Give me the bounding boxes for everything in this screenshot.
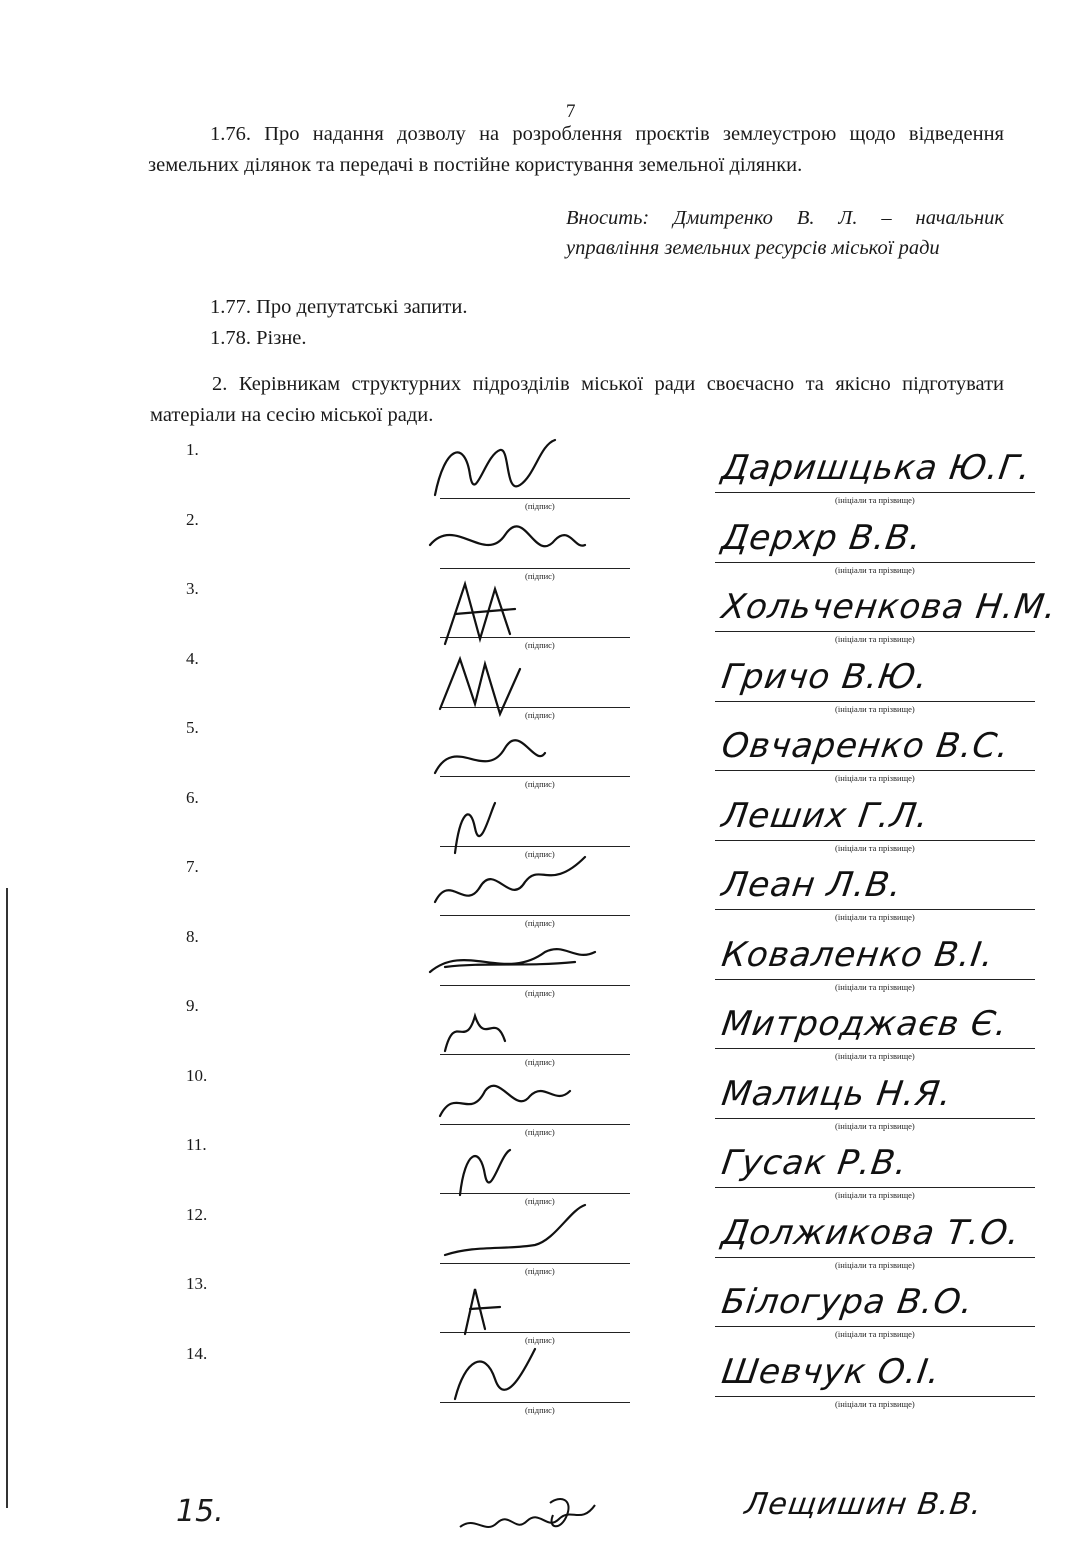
signatory-name: Лещишин В.В. (742, 1487, 985, 1522)
name-line (715, 701, 1035, 702)
signature-caption: (підпис) (525, 987, 555, 998)
signature-mark (425, 1269, 605, 1349)
presenter-note: Вносить: Дмитренко В. Л. – начальник управління земельних ресурсів міської ради (566, 207, 1004, 259)
decision-item-2: 2. Керівникам структурних підрозділів міської ради своєчасно та якісно підготувати матеріали на сесію міської ради. (150, 373, 1004, 426)
name-line (715, 562, 1035, 563)
name-line (715, 979, 1035, 980)
signature-number: 7. (186, 857, 199, 876)
name-caption: (ініціали та прізвище) (835, 703, 915, 714)
signature-number: 12. (186, 1204, 208, 1224)
signature-row (0, 649, 1080, 719)
name-line (715, 1396, 1035, 1397)
signature-mark (425, 991, 605, 1071)
signature-row (0, 927, 1080, 997)
name-caption: (ініціали та прізвище) (835, 1329, 915, 1339)
signature-row (0, 440, 1080, 510)
name-line (715, 631, 1035, 632)
name-line (715, 1048, 1035, 1049)
agenda-item-1-77: 1.77. Про депутатські запити. (210, 296, 468, 318)
signature-caption: (підпис) (525, 848, 555, 859)
signature-mark (425, 783, 605, 863)
name-caption: (ініціали та прізвище) (835, 912, 915, 922)
signatory-name: Должикова Т.О. (719, 1212, 1023, 1253)
name-caption: (ініціали та прізвище) (835, 1259, 915, 1270)
name-line (715, 909, 1035, 910)
name-line (715, 770, 1035, 771)
agenda-item-1-76: 1.76. Про надання дозволу на розроблення проєктів землеустрою щодо відведення земельних ділянок та передачі в постійне користування земельної ділянки. (148, 123, 1004, 176)
signature-row (0, 718, 1080, 788)
signature-mark (425, 852, 605, 932)
signature-row (0, 996, 1080, 1066)
signature-number: 11. (186, 1135, 207, 1154)
signature-mark (425, 922, 605, 1002)
signature-number: 4. (186, 648, 199, 668)
signature-row (0, 857, 1080, 927)
name-caption: (ініціали та прізвище) (835, 564, 915, 575)
signature-mark (455, 1485, 605, 1545)
signature-mark (425, 1061, 605, 1141)
signature-mark (425, 1130, 605, 1210)
signature-number: 5. (186, 718, 199, 737)
signature-caption: (підпис) (525, 640, 555, 650)
signature-number: 9. (186, 996, 199, 1015)
signature-row (0, 1135, 1080, 1205)
signatory-name: Гусак Р.В. (719, 1143, 911, 1183)
signatory-name: Леших Г.Л. (719, 795, 932, 836)
signature-number: 3. (186, 579, 199, 598)
signature-number: 15. (176, 1494, 224, 1529)
signature-caption: (підпис) (525, 1196, 555, 1206)
name-caption: (ініціали та прізвище) (835, 1398, 915, 1409)
signature-row (0, 788, 1080, 858)
name-caption: (ініціали та прізвище) (835, 981, 915, 992)
signature-caption: (підпис) (525, 501, 555, 511)
signature-caption: (підпис) (525, 1265, 555, 1276)
signature-mark (425, 1339, 605, 1419)
signature-caption: (підпис) (525, 1404, 555, 1415)
signature-caption: (підпис) (525, 918, 555, 928)
signature-mark (425, 1200, 605, 1280)
signatory-name: Малиць Н.Я. (719, 1073, 955, 1114)
page-number: 7 (566, 101, 576, 122)
signature-mark (425, 574, 605, 654)
signature-number: 13. (186, 1274, 208, 1293)
name-caption: (ініціали та прізвище) (835, 1120, 915, 1131)
signatory-name: Леан Л.В. (719, 865, 905, 905)
signatory-name: Даришцька Ю.Г. (719, 448, 1034, 488)
signatory-name: Дерхр В.В. (719, 517, 925, 558)
signature-row (0, 579, 1080, 649)
signature-mark (425, 644, 605, 724)
name-caption: (ініціали та прізвище) (835, 634, 915, 644)
signature-caption: (підпис) (525, 779, 555, 789)
signature-mark (425, 713, 605, 793)
signatory-name: Коваленко В.І. (719, 934, 997, 975)
signature-number: 14. (186, 1343, 208, 1363)
signature-number: 6. (186, 787, 199, 807)
name-line (715, 1187, 1035, 1188)
signature-row (0, 1205, 1080, 1275)
name-line (715, 492, 1035, 493)
signature-mark (425, 435, 605, 515)
name-line (715, 840, 1035, 841)
name-line (715, 1118, 1035, 1119)
signature-caption: (підпис) (525, 1126, 555, 1137)
signatory-name: Митроджаєв Є. (719, 1004, 1011, 1044)
signature-row (0, 1066, 1080, 1136)
name-line (715, 1257, 1035, 1258)
signature-number: 2. (186, 509, 199, 529)
name-caption: (ініціали та прізвище) (835, 495, 915, 505)
signatory-name: Хольченкова Н.М. (719, 587, 1060, 627)
agenda-item-1-78: 1.78. Різне. (210, 327, 307, 349)
name-caption: (ініціали та прізвище) (835, 1190, 915, 1200)
signatory-name: Білогура В.О. (719, 1282, 977, 1322)
name-caption: (ініціали та прізвище) (835, 1051, 915, 1061)
signature-row (0, 1344, 1080, 1414)
signature-caption: (підпис) (525, 1335, 555, 1345)
signature-number: 1. (186, 440, 199, 459)
signatory-name: Гричо В.Ю. (719, 656, 931, 697)
signature-row (0, 510, 1080, 580)
signature-caption: (підпис) (525, 570, 555, 581)
signatory-name: Шевчук О.І. (719, 1351, 944, 1392)
signature-caption: (підпис) (525, 1057, 555, 1067)
signature-mark (425, 505, 605, 585)
signature-number: 10. (186, 1065, 208, 1085)
name-caption: (ініціали та прізвище) (835, 842, 915, 853)
signature-number: 8. (186, 926, 199, 946)
signature-caption: (підпис) (525, 709, 555, 720)
name-caption: (ініціали та прізвище) (835, 773, 915, 783)
name-line (715, 1326, 1035, 1327)
signature-row (0, 1274, 1080, 1344)
signatory-name: Овчаренко В.С. (719, 726, 1013, 766)
